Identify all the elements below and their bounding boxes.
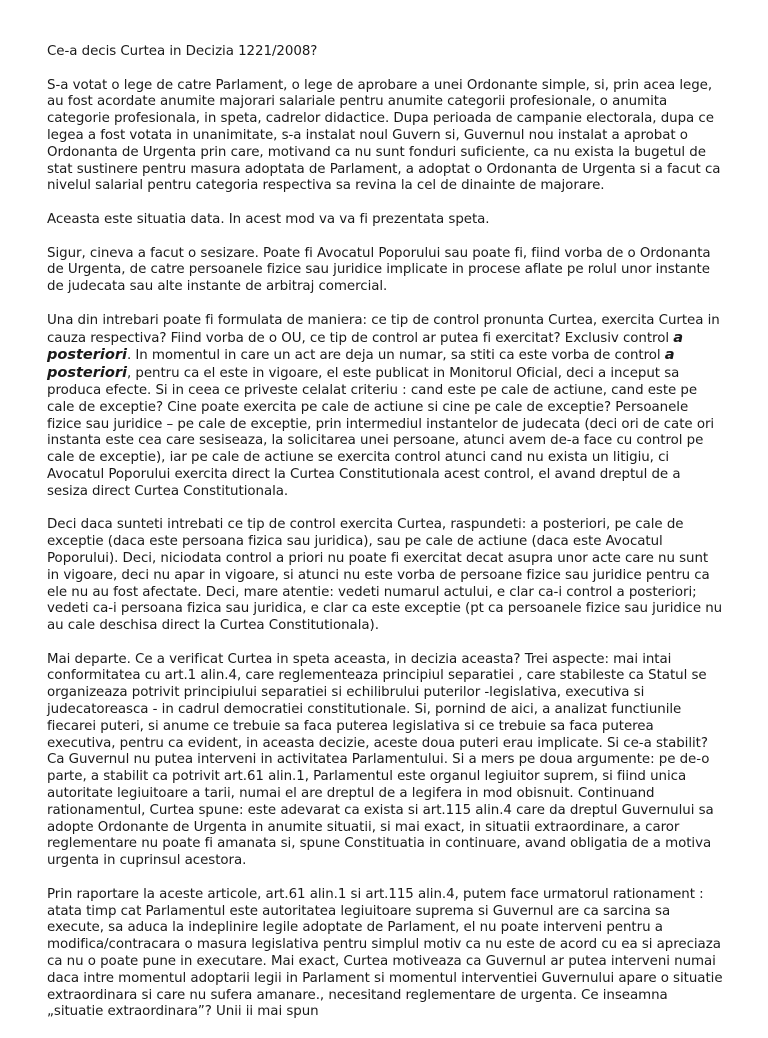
paragraph-7: Prin raportare la aceste articole, art.61 alin.1 si art.115 alin.4, putem face urmatorul rationament : atata timp cat Parlamentul este autoritatea legiuitoare suprema si Guvernul are ca sarcina sa execute, sa aduca la indeplinire legile adoptate de Parlament, el nu poate interveni pentru a modifica/contracara o masura legislativa pentru simplul motiv ca nu este de acord cu ea si apreciaza ca nu o poate pune in executare. Mai exact, Curtea motiveaza ca Guvernul ar putea interveni numai daca intre momentul adoptarii legii in Parlament si momentul interventiei Guvernului apare o situatie extraordinara si care nu sufera amanare., necesitand reglementare de urgenta. Ce inseamna „situatie extraordinara”? Unii ii mai spun (47, 886, 723, 1020)
paragraph-3: Sigur, cineva a facut o sesizare. Poate fi Avocatul Poporului sau poate fi, fiind vorba de o Ordonanta de Urgenta, de catre persoanele fizice sau juridice implicate in procese aflate pe rolul unor instante de judecata sau alte instante de arbitraj comercial. (47, 245, 711, 295)
emphasis-a-posteriori-2: a posteriori (47, 346, 675, 382)
paragraph-1: S-a votat o lege de catre Parlament, o lege de aprobare a unei Ordonante simple, si, prin acea lege, au fost acordate anumite majorari salariale pentru anumite categorii profesionale, o anumita categorie profesionala, in speta, cadrelor didactice. Dupa perioada de campanie electorala, dupa ce legea a fost votata in unanimitate, s-a instalat noul Guvern si, Guvernul nou instalat a aprobat o Ordonanta de Urgenta prin care, motivand ca nu sunt fonduri suficiente, ca nu exista la bugetul de stat sustinere pentru masura adoptata de Parlament, a adoptat o Ordonanta de Urgenta si a facut ca nivelul salarial pentru categoria respectiva sa revina la cel de dinainte de majorare. (47, 77, 721, 194)
document-title: Ce-a decis Curtea in Decizia 1221/2008? (47, 44, 318, 59)
paragraph-4-text-2: . In momentul in care un act are deja un numar, sa stiti ca este vorba de control (126, 348, 665, 364)
document-body (47, 44, 723, 1038)
paragraph-5: Deci daca sunteti intrebati ce tip de control exercita Curtea, raspundeti: a posteriori, pe cale de exceptie (daca este persoana fizica sau juridica), sau pe cale de actiune (daca este Avocatul Poporului). Deci, niciodata control a priori nu poate fi exercitat decat asupra unor acte care nu sunt in vigoare, deci nu apar in vigoare, si atunci nu este vorba de persoane fizice sau juridice pentru ca ele nu au fost afectate. Deci, mare atentie: vedeti numarul actului, e clar ca-i control a posteriori; vedeti ca-i persoana fizica sau juridica, e clar ca este exceptie (pt ca persoanele fizice sau juridice nu au cale deschisa direct la Curtea Constitutionala). (47, 517, 723, 634)
paragraph-6: Mai departe. Ce a verificat Curtea in speta aceasta, in decizia aceasta? Trei aspecte: mai intai conformitatea cu art.1 alin.4, care reglementeaza principiul separatiei , care stabileste ca Statul se organizeaza potrivit principiului separatiei si echilibrului puterilor -legislativa, executiva si judecatoreasca - in cadrul democratiei constitutionale. Si, pornind de aici, a analizat functiunile fiecarei puteri, si anume ce trebuie sa faca puterea legislativa si ce trebuie sa faca puterea executiva, pentru ca evident, in aceasta decizie, aceste doua puteri erau implicate. Si ce-a stabilit? Ca Guvernul nu putea interveni in activitatea Parlamentului. Si a mers pe doua argumente: pe de-o parte, a stabilit ca potrivit art.61 alin.1, Parlamentul este organul legiuitor suprem, si fiind unica autoritate legiuitoare a tarii, numai el are dreptul de a legifera in mod obisnuit. Continuand rationamentul, Curtea spune: este adevarat ca exista si art.115 alin.4 care da dreptul Guvernului sa adopte Ordonante de Urgenta in anumite situatii, si mai exact, in situatii extraordinare, a caror reglementare nu poate fi amanata si, spune Constituatia in continuare, avand obligatia de a motiva urgenta in cuprinsul acestora. (47, 651, 714, 869)
paragraph-4 (47, 313, 723, 501)
paragraph-4-text-1: Una din intrebari poate fi formulata de maniera: ce tip de control pronunta Curtea, exercita Curtea in cauza respectiva? Fiind vorba de o OU, ce tip de control ar putea fi exercitat? Exclusiv control (47, 312, 720, 346)
paragraph-4-text-3: , pentru ca el este in vigoare, el este publicat in Monitorul Oficial, deci a inceput sa produca efecte. Si in ceea ce priveste celalat criteriu : cand este pe cale de actiune, cand este pe cale de exceptie? Cine poate exercita pe cale de actiune si cine pe cale de exceptie? Persoanele fizice sau juridice – pe cale de exceptie, prin intermediul instantelor de judecata (deci ori de cate ori instanta este cea care sesiseaza, la solicitarea unei persoane, atunci avem de-a face cu control pe cale de exceptie), iar pe cale de actiune se exercita control atunci cand nu exista un litigiu, ci Avocatul Poporului exercita direct la Curtea Constitutionala acest control, el avand dreptul de a sesiza direct Curtea Constitutionala. (47, 366, 715, 499)
emphasis-a-posteriori-1: a posteriori (47, 328, 684, 364)
paragraph-2: Aceasta este situatia data. In acest mod va va fi prezentata speta. (47, 211, 490, 227)
